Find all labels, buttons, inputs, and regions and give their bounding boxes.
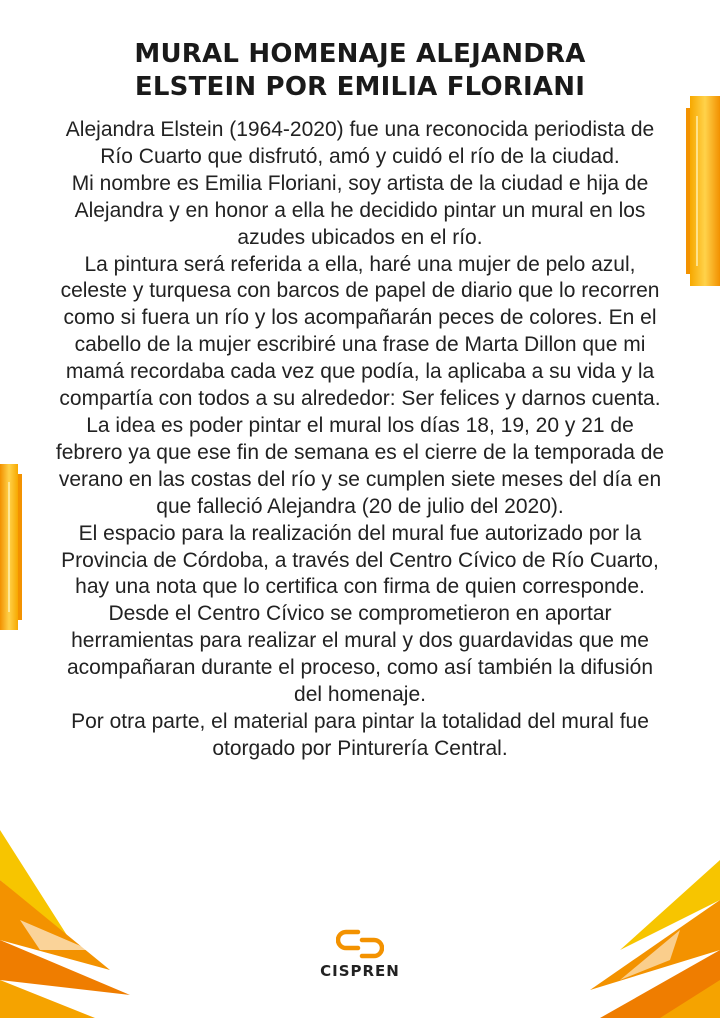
- cispren-logo: [318, 928, 402, 986]
- gold-bar-right-decoration: [686, 96, 720, 286]
- orange-rays-bottom-right-decoration: [560, 860, 720, 1018]
- title-line-1: MURAL HOMENAJE ALEJANDRA: [134, 39, 586, 69]
- page-title: [60, 38, 660, 104]
- title-line-2: ELSTEIN POR EMILIA FLORIANI: [134, 72, 586, 102]
- paragraph: Mi nombre es Emilia Floriani, soy artista de la ciudad e hija de Alejandra y en honor a ella he decidido pintar un mural en los azudes ubicados en el río.: [71, 171, 649, 249]
- cispren-logo-mark-icon: [336, 928, 384, 960]
- article-body: [52, 117, 668, 763]
- paragraph: La pintura será referida a ella, haré una mujer de pelo azul, celeste y turquesa con barcos de papel de diario que lo recorren como si fuera un río y los acompañarán peces de colores. En el cabello de la mujer escribiré una frase de Marta Dillon que mi mamá recordaba cada vez que podía, la aplicaba a su vida y la compartía con todos a su alrededor: Ser felices y darnos cuenta.: [59, 252, 661, 411]
- orange-rays-bottom-left-decoration: [0, 820, 140, 1018]
- paragraph: La idea es poder pintar el mural los días 18, 19, 20 y 21 de febrero ya que ese fin de semana es el cierre de la temporada de verano en las costas del río y se cumplen siete meses del día en que falleció Alejandra (20 de julio del 2020).: [55, 413, 665, 518]
- paragraph: Por otra parte, el material para pintar la totalidad del mural fue otorgado por Pinturería Central.: [71, 709, 649, 760]
- logo-wordmark: CISPREN: [320, 962, 400, 980]
- paragraph: El espacio para la realización del mural fue autorizado por la Provincia de Córdoba, a través del Centro Cívico de Río Cuarto, hay una nota que lo certifica con firma de quien corresponde. Desde el Centro Cívico se comprometieron en aportar herramientas para realizar el mural y dos guardavidas que me acompañaran durante el proceso, como así también la difusión del homenaje.: [61, 521, 659, 707]
- gold-bar-left-decoration: [0, 464, 22, 630]
- paragraph: Alejandra Elstein (1964-2020) fue una reconocida periodista de Río Cuarto que disfrutó, amó y cuidó el río de la ciudad.: [65, 118, 655, 168]
